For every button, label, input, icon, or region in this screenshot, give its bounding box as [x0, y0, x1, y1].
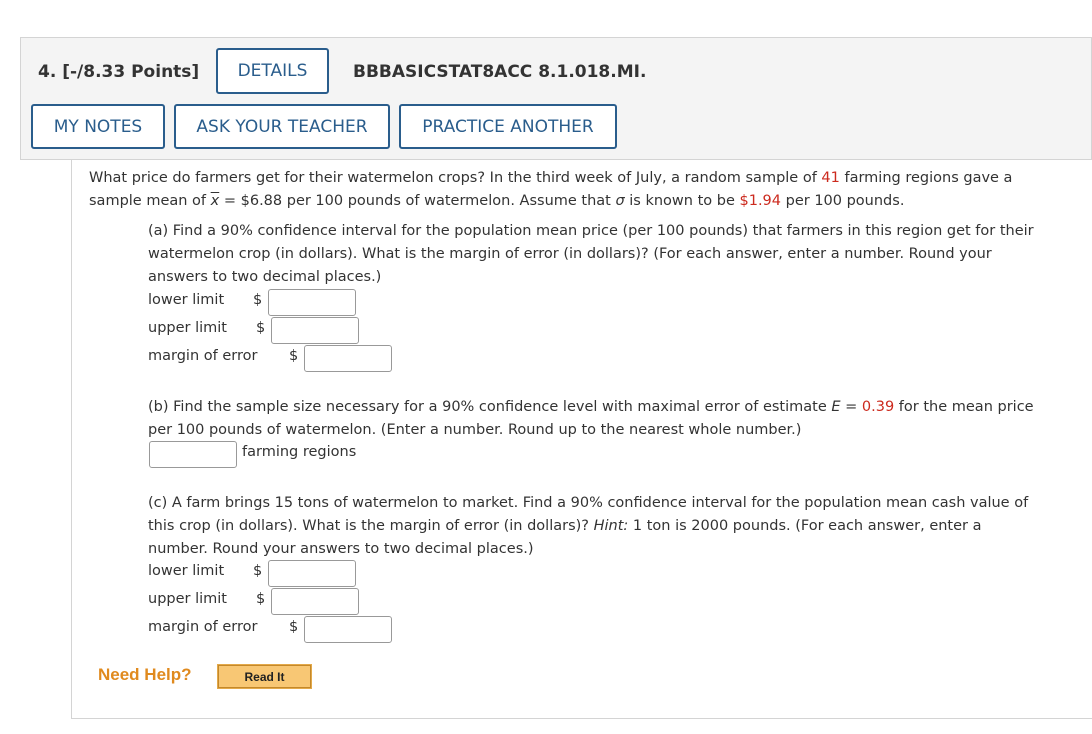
intro-line-2: sample mean of $\overline{x}$ = $6.88 per 100 pounds of watermelon. Assume that σ is known to be $1.94 per 100 pounds.	[89, 193, 905, 209]
sigma-value: $1.94	[739, 193, 782, 209]
part-b-line-2: per 100 pounds of watermelon. (Enter a number. Round up to the nearest whole number.)	[148, 422, 802, 438]
x-bar-symbol: $\overline{x}$	[210, 193, 220, 209]
part-a-line-1: (a) Find a 90% confidence interval for the population mean price (per 100 pounds) that farmers in this region get for their	[148, 223, 1034, 239]
currency-symbol: $	[256, 591, 266, 607]
practice-another-button[interactable]: PRACTICE ANOTHER	[399, 104, 617, 149]
part-c-lower-input[interactable]	[268, 560, 356, 587]
currency-symbol: $	[253, 563, 263, 579]
part-c-line-3: number. Round your answers to two decimal places.)	[148, 541, 534, 557]
sample-size-value: 41	[821, 170, 840, 186]
currency-symbol: $	[256, 320, 266, 336]
part-b-unit-label: farming regions	[242, 444, 357, 460]
currency-symbol: $	[289, 348, 299, 364]
part-a-margin-input[interactable]	[304, 345, 392, 372]
part-a-upper-label: upper limit	[148, 320, 227, 336]
currency-symbol: $	[289, 619, 299, 635]
question-points: 4. [-/8.33 Points]	[38, 62, 200, 82]
part-a-line-3: answers to two decimal places.)	[148, 269, 382, 285]
details-button[interactable]: DETAILS	[216, 48, 329, 94]
e-symbol: E	[831, 399, 841, 415]
part-c-upper-input[interactable]	[271, 588, 359, 615]
part-c-upper-label: upper limit	[148, 591, 227, 607]
sigma-symbol: σ	[615, 193, 625, 209]
ask-teacher-button[interactable]: ASK YOUR TEACHER	[174, 104, 390, 149]
part-a-lower-input[interactable]	[268, 289, 356, 316]
currency-symbol: $	[253, 292, 263, 308]
intro-line-1: What price do farmers get for their watermelon crops? In the third week of July, a random sample of 41 farming regions gave a	[89, 170, 1013, 186]
problem-code: BBBASICSTAT8ACC 8.1.018.MI.	[353, 62, 647, 82]
part-a-line-2: watermelon crop (in dollars). What is the margin of error (in dollars)? (For each answer, enter a number. Round your	[148, 246, 992, 262]
error-value: 0.39	[861, 399, 895, 415]
read-it-button[interactable]: Read It	[218, 665, 311, 688]
part-c-margin-label: margin of error	[148, 619, 258, 635]
part-b-sample-size-input[interactable]	[149, 441, 237, 468]
part-c-lower-label: lower limit	[148, 563, 225, 579]
part-b-line-1: (b) Find the sample size necessary for a 90% confidence level with maximal error of estimate E = 0.39 for the mean price	[148, 399, 1034, 415]
part-a-upper-input[interactable]	[271, 317, 359, 344]
part-c-margin-input[interactable]	[304, 616, 392, 643]
part-c-line-1: (c) A farm brings 15 tons of watermelon to market. Find a 90% confidence interval for the population mean cash value of	[148, 495, 1029, 511]
part-a-lower-label: lower limit	[148, 292, 225, 308]
part-a-margin-label: margin of error	[148, 348, 258, 364]
part-c-line-2: this crop (in dollars). What is the margin of error (in dollars)? Hint: 1 ton is 2000 pounds. (For each answer, enter a	[148, 518, 982, 534]
hint-label: Hint:	[593, 518, 629, 534]
need-help-label: Need Help?	[98, 665, 192, 684]
my-notes-button[interactable]: MY NOTES	[31, 104, 165, 149]
